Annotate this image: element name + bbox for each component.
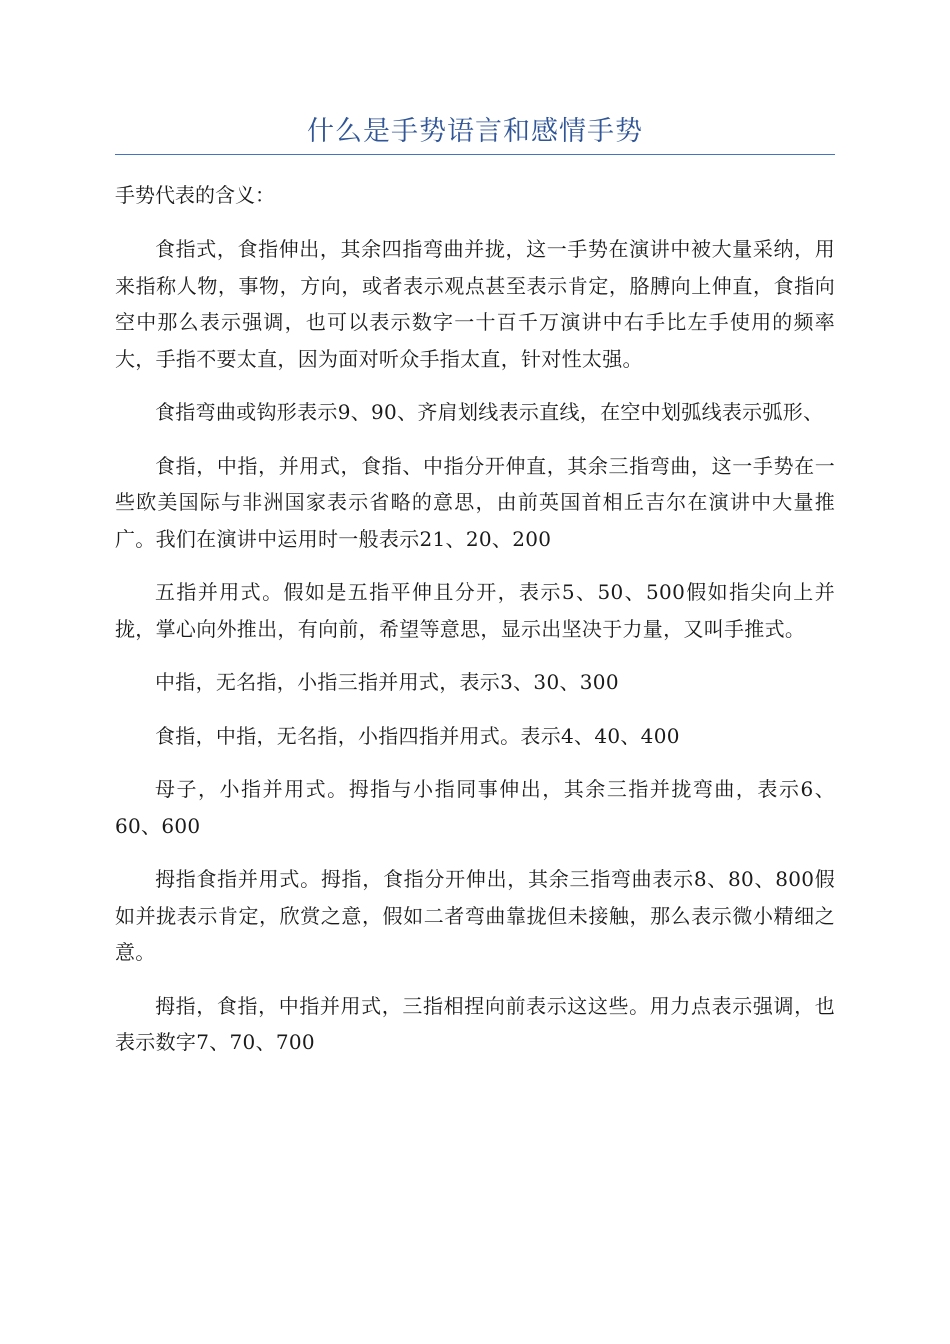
paragraph-thumb-index: 拇指食指并用式。拇指，食指分开伸出，其余三指弯曲表示8、80、800假如并拢表示肯定，欣赏之意，假如二者弯曲靠拢但未接触，那么表示微小精细之意。 xyxy=(115,867,835,964)
paragraph-three-fingers: 中指，无名指，小指三指并用式，表示3、30、300 xyxy=(155,670,619,694)
document-title: 什么是手势语言和感情手势 xyxy=(115,112,835,155)
paragraph-three-pinch: 拇指，食指，中指并用式，三指相捏向前表示这这些。用力点表示强调，也表示数字7、70、700 xyxy=(115,993,835,1054)
paragraph-thumb-pinky: 母子，小指并用式。拇指与小指同事伸出，其余三指并拢弯曲，表示6、60、600 xyxy=(115,777,835,838)
document-page xyxy=(115,112,835,1078)
paragraph-four-fingers: 食指，中指，无名指，小指四指并用式。表示4、40、400 xyxy=(155,723,680,748)
paragraph-hook-finger: 食指弯曲或钩形表示9、90、齐肩划线表示直线，在空中划弧线表示弧形、 xyxy=(155,400,824,424)
paragraph-two-fingers: 食指，中指，并用式，食指、中指分开伸直，其余三指弯曲，这一手势在一些欧美国际与非洲国家表示省略的意思，由前英国首相丘吉尔在演讲中大量推广。我们在演讲中运用时一般表示21、20、200 xyxy=(115,453,835,551)
paragraph-index-finger: 食指式，食指伸出，其余四指弯曲并拢，这一手势在演讲中被大量采纳，用来指称人物，事物，方向，或者表示观点甚至表示肯定，胳膊向上伸直，食指向空中那么表示强调，也可以表示数字一十百千万演讲中右手比左手使用的频率大，手指不要太直，因为面对听众手指太直，针对性太强。 xyxy=(115,237,835,371)
paragraph-five-fingers: 五指并用式。假如是五指平伸且分开，表示5、50、500假如指尖向上并拢，掌心向外推出，有向前，希望等意思，显示出坚决于力量，又叫手推式。 xyxy=(115,580,835,641)
intro-heading: 手势代表的含义： xyxy=(115,183,275,207)
